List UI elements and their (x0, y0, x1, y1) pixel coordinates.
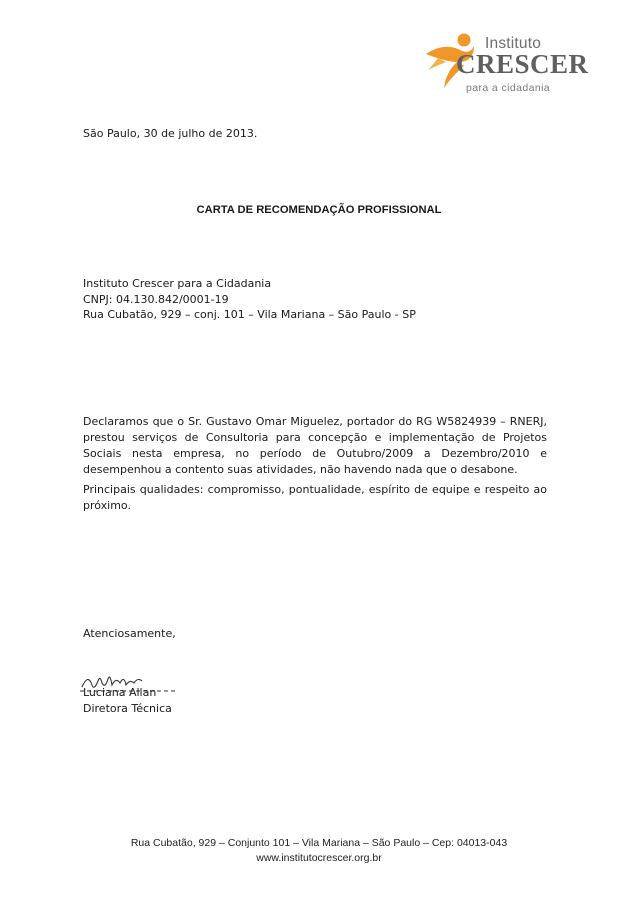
organization-cnpj: CNPJ: 04.130.842/0001-19 (83, 292, 229, 306)
instituto-crescer-logo (424, 32, 589, 94)
closing-salutation: Atenciosamente, (83, 627, 176, 640)
letter-title: CARTA DE RECOMENDAÇÃO PROFISSIONAL (196, 204, 442, 216)
organization-address: Rua Cubatão, 929 – conj. 101 – Vila Mariana – São Paulo - SP (83, 308, 416, 322)
logo-line-crescer: CRESCER (456, 49, 589, 79)
qualities-paragraph: Principais qualidades: compromisso, pontualidade, espírito de equipe e respeito ao próximo. (83, 483, 547, 512)
letter-date: São Paulo, 30 de julho de 2013. (83, 127, 258, 140)
logo-line-para-a-cidadania: para a cidadania (466, 82, 551, 94)
organization-block (83, 276, 416, 323)
organization-name: Instituto Crescer para a Cidadania (83, 277, 272, 290)
recommendation-paragraph: Declaramos que o Sr. Gustavo Omar Miguelez, portador do RG W5824939 – RNERJ, prestou serviços de Consultoria para concepção e implementação de Projetos Sociais nesta empresa, no período de Outubro/2009 a Dezembro/2010 e desempenhou a contento suas atividades, não havendo nada que o desabone. (83, 415, 547, 476)
logo-line-instituto: Instituto (485, 35, 542, 52)
signer-role: Diretora Técnica (83, 701, 172, 715)
signer-name: Luciana Allan (83, 686, 157, 699)
signer-block (83, 685, 172, 716)
footer-address: Rua Cubatão, 929 – Conjunto 101 – Vila Mariana – São Paulo – Cep: 04013-043 (130, 837, 508, 849)
footer-website[interactable]: www.institutocrescer.org.br (256, 852, 382, 864)
